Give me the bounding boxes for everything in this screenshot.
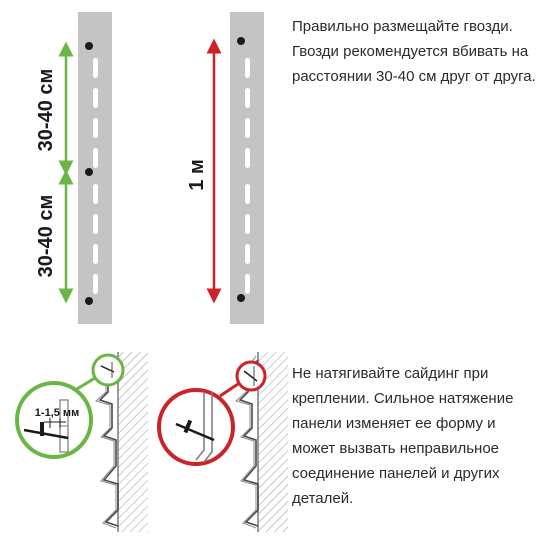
nail-spacing-instruction: Правильно размещайте гвозди. Гвозди рекомендуется вбивать на расстоянии 30-40 см друг от друга. (292, 18, 536, 85)
spacing-label-top: 30-40 см (35, 68, 57, 152)
nail-dot (85, 168, 93, 176)
nail-dot (237, 294, 245, 302)
detail-zoom (17, 383, 91, 457)
nail-strip-left (78, 12, 112, 324)
correct-fastening-illustration (17, 352, 148, 532)
siding-tension-instruction: Не натягивайте сайдинг при креплении. Сильное натяжение панели изменяет ее форму и может вызвать неправильное соединение панелей и других деталей. (292, 365, 514, 507)
nail-dot (85, 42, 93, 50)
spacing-label-bottom: 30-40 см (35, 194, 57, 278)
incorrect-fastening-illustration (159, 352, 288, 532)
gap-label: 1-1,5 мм (34, 407, 80, 419)
detail-zoom (159, 390, 233, 464)
length-label: 1 м (186, 159, 208, 191)
nail-strip-right (230, 12, 264, 324)
nail-dot (85, 297, 93, 305)
nail-dot (237, 37, 245, 45)
